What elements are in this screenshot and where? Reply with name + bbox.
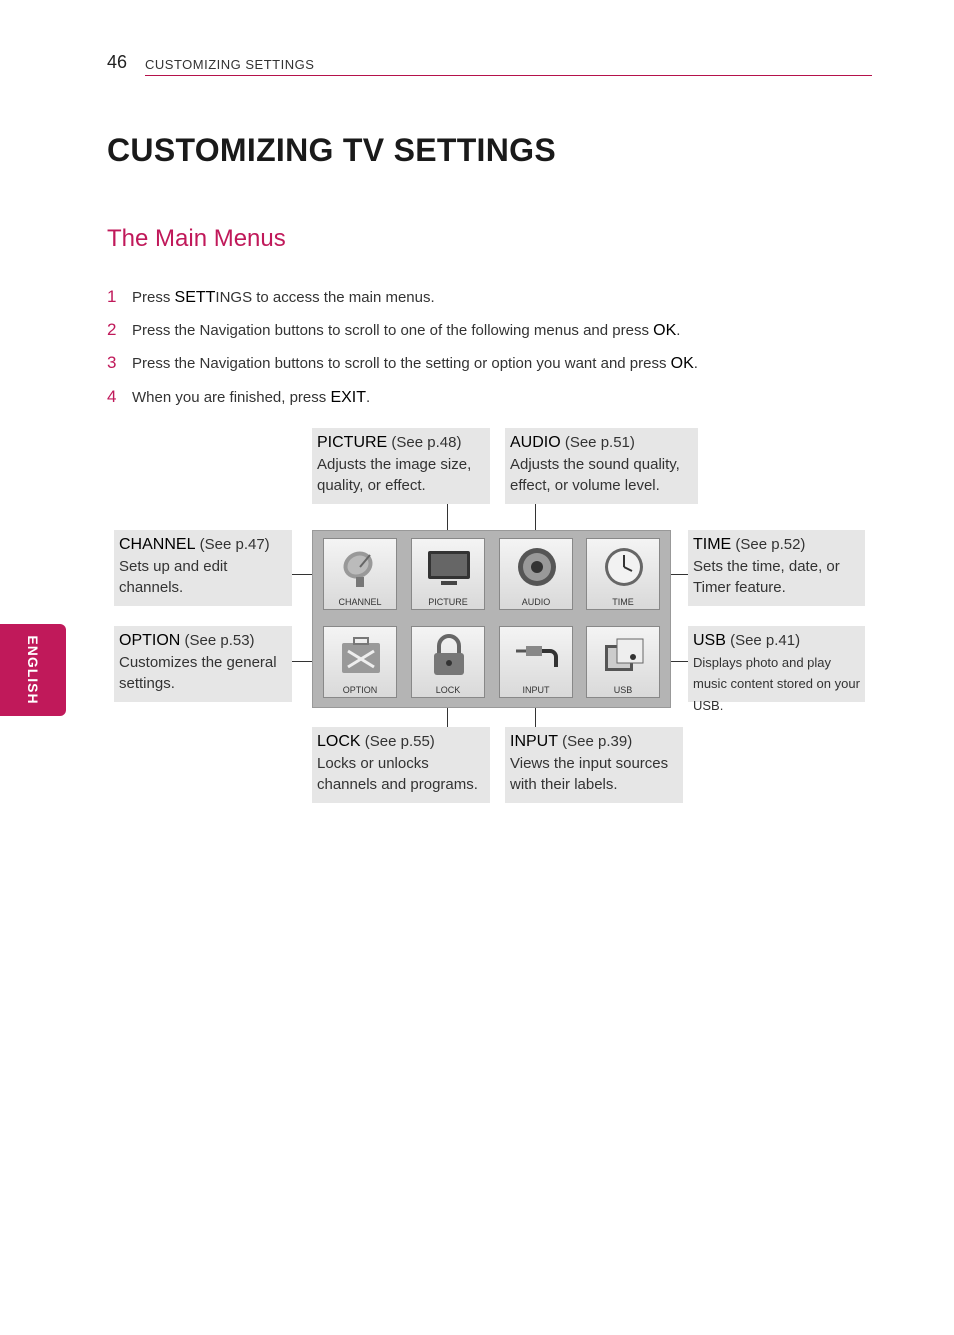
callout-audio <box>505 428 698 504</box>
menu-tile-channel[interactable] <box>323 538 397 610</box>
menu-tile-option[interactable] <box>323 626 397 698</box>
menu-tile-time[interactable] <box>586 538 660 610</box>
photo-music-icon <box>601 633 647 679</box>
callout-ref: (See p.55) <box>360 733 435 750</box>
toolbox-icon <box>338 633 384 679</box>
tile-label: CHANNEL <box>338 597 382 607</box>
callout-desc: Sets up and edit channels. <box>119 557 228 596</box>
callout-ref: (See p.51) <box>560 434 635 451</box>
callout-desc: Displays photo and play music content stored on your USB. <box>693 654 860 713</box>
satellite-dish-icon <box>338 545 384 591</box>
callout-ref: (See p.48) <box>387 434 462 451</box>
step-number: 2 <box>107 320 117 339</box>
callout-desc: Adjusts the sound quality, effect, or volume level. <box>510 455 680 494</box>
tile-label: INPUT <box>522 685 550 695</box>
callout-desc: Views the input sources with their labels. <box>510 754 669 793</box>
step-number: 4 <box>107 387 117 406</box>
tile-label: PICTURE <box>428 597 468 607</box>
step-text: Press the Navigation buttons to scroll to the setting or option you want and press <box>132 355 671 372</box>
step-key: EXIT <box>330 389 366 406</box>
step-2 <box>107 320 680 340</box>
cable-plug-icon <box>514 633 560 679</box>
padlock-icon <box>426 633 472 679</box>
step-number: 3 <box>107 353 117 372</box>
callout-title: LOCK <box>317 733 361 750</box>
callout-usb <box>688 626 865 713</box>
callout-lock <box>312 727 490 803</box>
clock-icon <box>601 545 647 591</box>
page-title: CUSTOMIZING TV SETTINGS <box>107 132 556 168</box>
step-key: OK <box>653 322 677 339</box>
section-subtitle: The Main Menus <box>107 225 286 252</box>
callout-picture <box>312 428 490 504</box>
step-text: INGS to access the main menus. <box>215 289 435 306</box>
menu-tile-usb[interactable] <box>586 626 660 698</box>
callout-desc: Adjusts the image size, quality, or effect. <box>317 455 472 494</box>
tv-monitor-icon <box>426 545 472 591</box>
callout-channel <box>114 530 292 606</box>
speaker-icon <box>514 545 560 591</box>
menu-tile-input[interactable] <box>499 626 573 698</box>
callout-title: PICTURE <box>317 434 388 451</box>
callout-ref: (See p.47) <box>195 536 270 553</box>
tile-label: LOCK <box>435 685 461 695</box>
step-3 <box>107 353 698 373</box>
language-tab-label: ENGLISH <box>25 635 41 705</box>
callout-ref: (See p.53) <box>180 632 255 649</box>
language-tab <box>0 624 66 716</box>
step-text: Press <box>132 289 175 306</box>
tile-label: OPTION <box>342 685 378 695</box>
callout-title: INPUT <box>510 733 558 750</box>
step-text: . <box>366 389 371 406</box>
callout-title: CHANNEL <box>119 536 196 553</box>
tile-label: TIME <box>612 597 634 607</box>
section-header: CUSTOMIZING SETTINGS <box>145 57 315 72</box>
callout-ref: (See p.39) <box>558 733 633 750</box>
menu-tile-picture[interactable] <box>411 538 485 610</box>
page-number: 46 <box>107 52 128 72</box>
callout-desc: Locks or unlocks channels and programs. <box>317 754 478 793</box>
step-key: OK <box>670 355 694 372</box>
callout-input <box>505 727 683 803</box>
main-menu-panel <box>312 530 671 708</box>
menu-tile-lock[interactable] <box>411 626 485 698</box>
callout-desc: Customizes the general settings. <box>119 653 277 692</box>
tile-label: USB <box>613 685 633 695</box>
callout-title: USB <box>693 632 726 649</box>
callout-ref: (See p.41) <box>725 632 801 649</box>
header-rule <box>145 75 872 76</box>
step-4 <box>107 387 370 407</box>
step-text: . <box>676 322 681 339</box>
menu-tile-audio[interactable] <box>499 538 573 610</box>
callout-title: AUDIO <box>510 434 561 451</box>
callout-title: TIME <box>693 536 732 553</box>
callout-time <box>688 530 865 606</box>
step-text: Press the Navigation buttons to scroll to one of the following menus and press <box>132 322 654 339</box>
step-key: SETT <box>174 289 216 306</box>
callout-title: OPTION <box>119 632 181 649</box>
callout-desc: Sets the time, date, or Timer feature. <box>693 557 840 596</box>
step-1 <box>107 287 435 307</box>
callout-ref: (See p.52) <box>731 536 806 553</box>
callout-option <box>114 626 292 702</box>
step-number: 1 <box>107 287 117 306</box>
tile-label: AUDIO <box>521 597 551 607</box>
step-text: . <box>693 355 698 372</box>
step-text: When you are finished, press <box>132 389 331 406</box>
